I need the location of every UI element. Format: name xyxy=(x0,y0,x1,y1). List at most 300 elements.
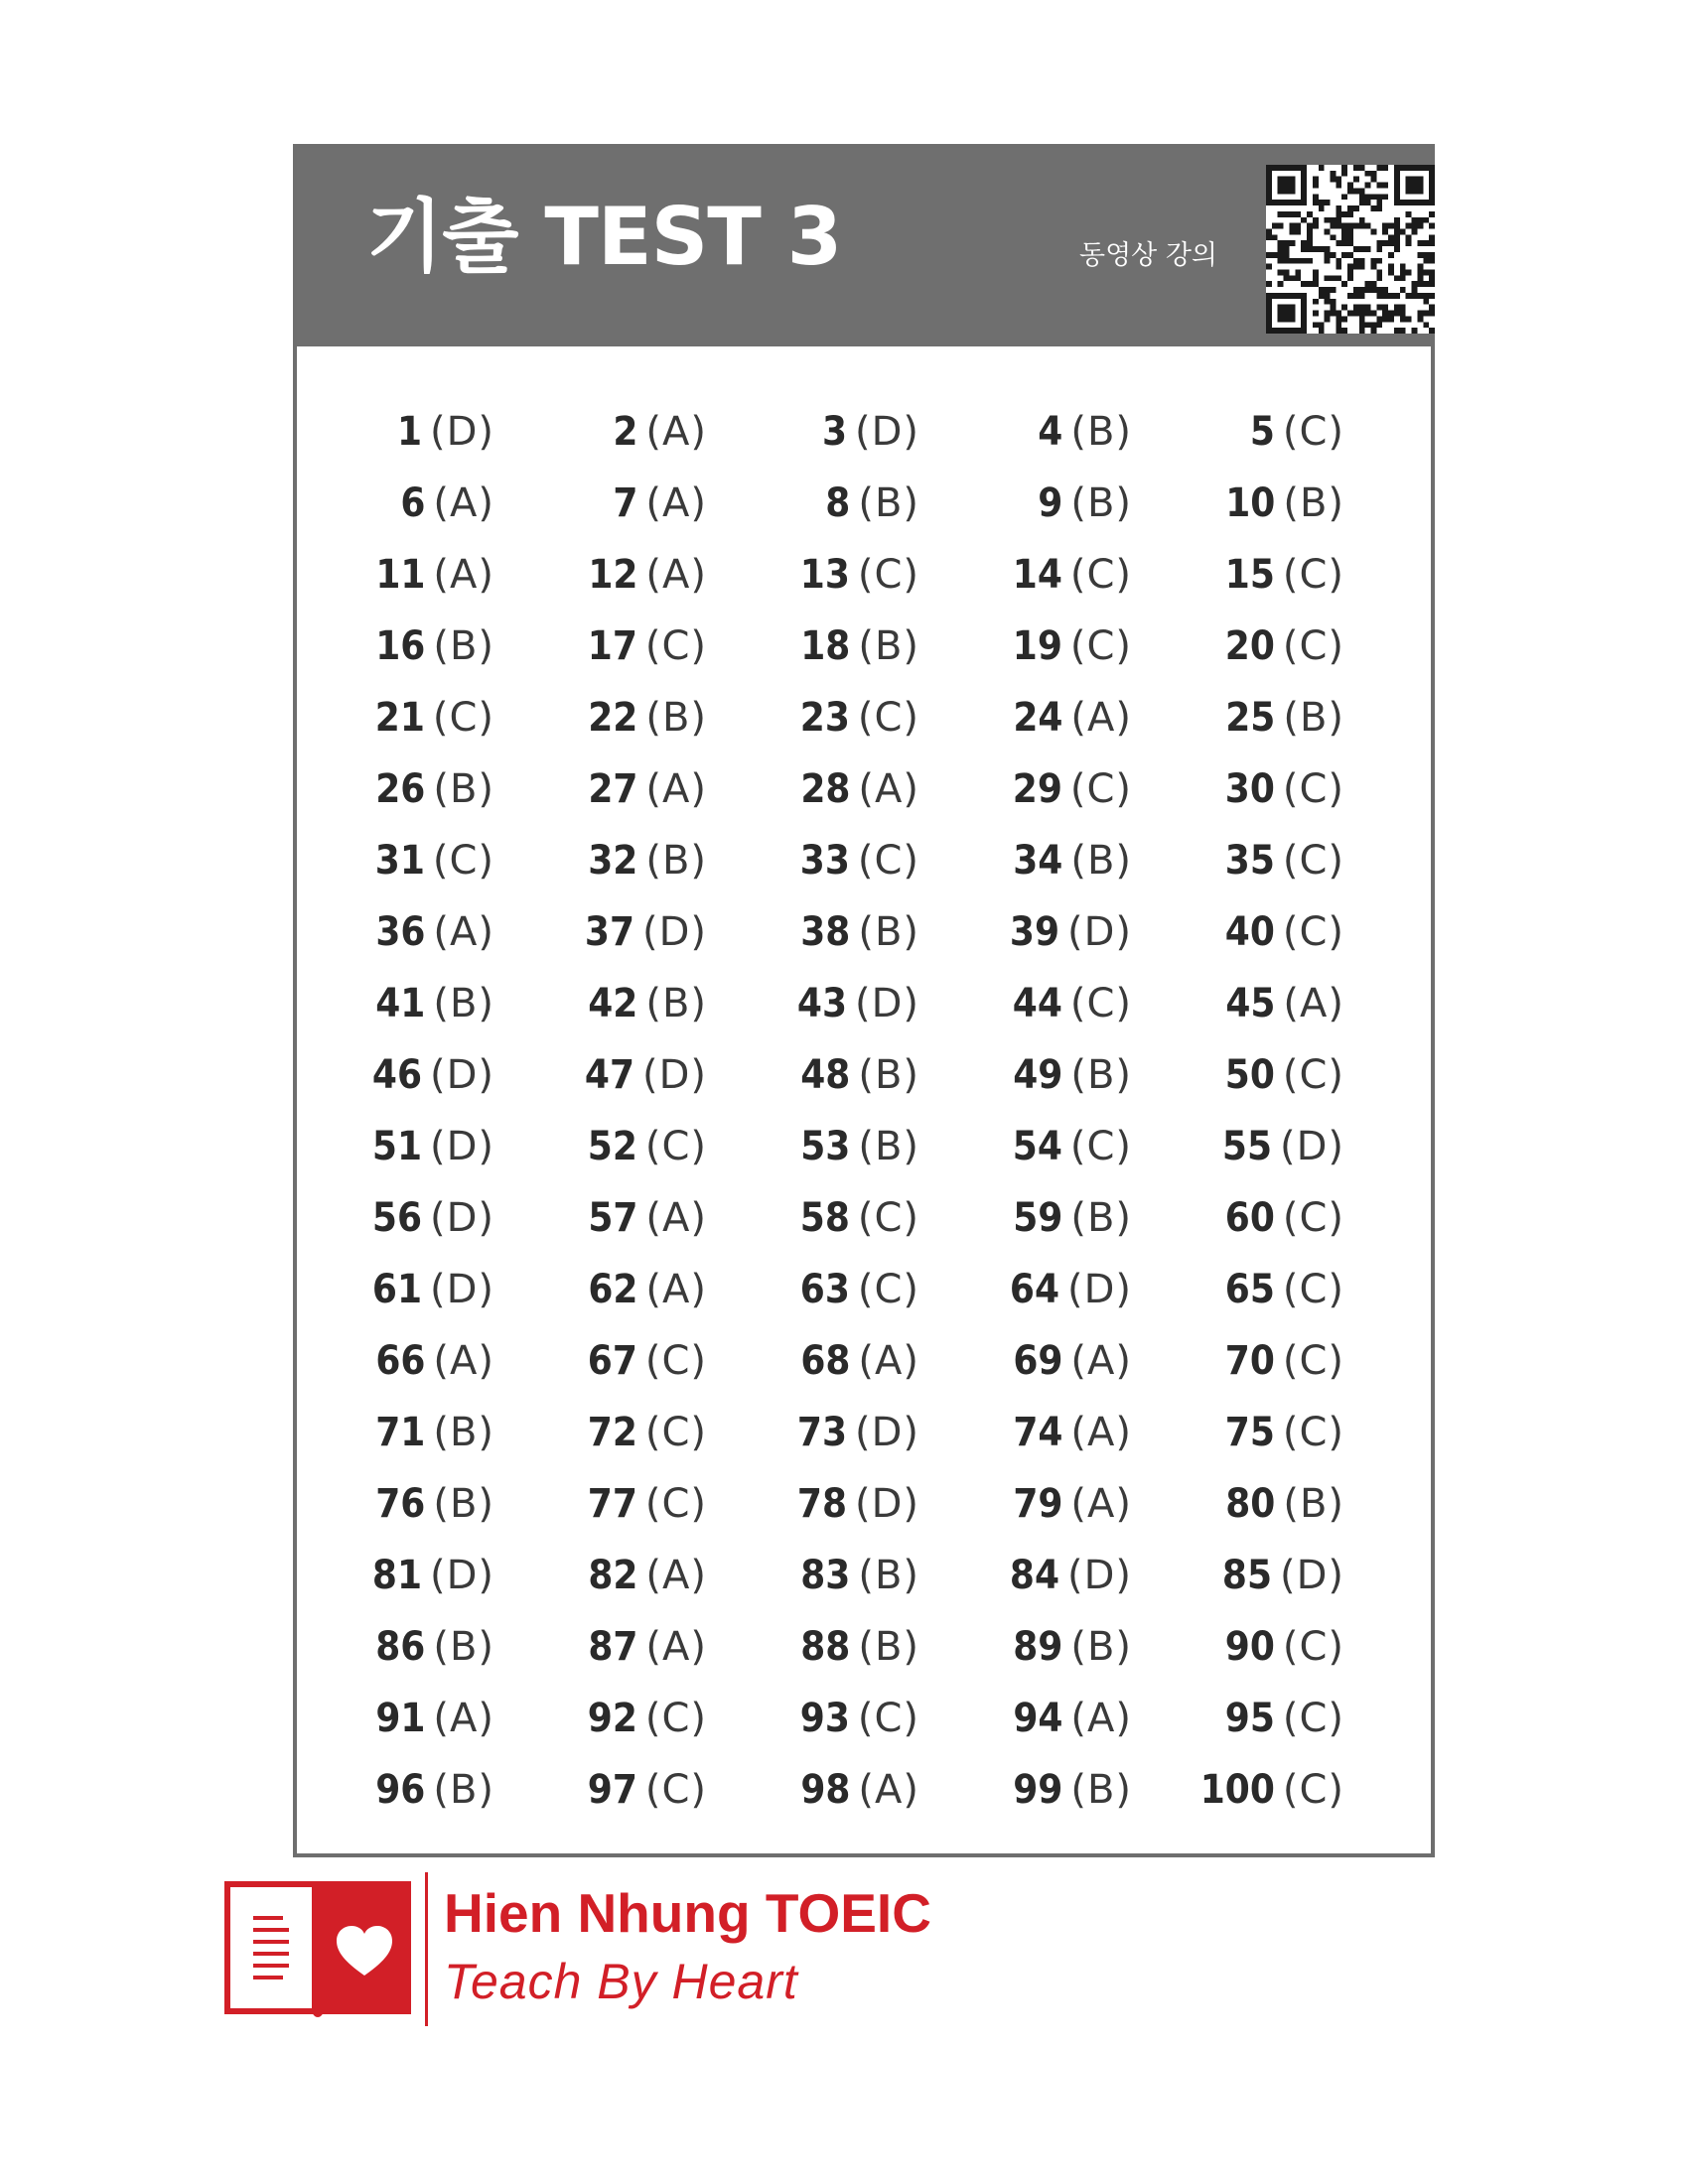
question-number: 25 xyxy=(1225,695,1276,741)
question-number: 39 xyxy=(1009,909,1059,955)
answer-item xyxy=(1187,1039,1399,1111)
answer-item xyxy=(337,539,549,611)
answer-item xyxy=(762,539,974,611)
question-number: 50 xyxy=(1224,1052,1275,1098)
answer-item xyxy=(1187,539,1399,611)
question-number: 94 xyxy=(1013,1696,1063,1741)
answer-choice: (A) xyxy=(645,1195,707,1241)
answer-item xyxy=(974,396,1187,468)
answer-item xyxy=(974,1182,1187,1254)
answer-choice: (C) xyxy=(1282,909,1344,955)
answer-item xyxy=(1187,1182,1399,1254)
answer-choice: (C) xyxy=(857,1696,919,1741)
answer-choice: (C) xyxy=(1282,1696,1344,1741)
question-number: 22 xyxy=(588,695,638,741)
answer-choice: (B) xyxy=(858,909,919,955)
answer-choice: (B) xyxy=(858,623,919,669)
question-number: 90 xyxy=(1224,1624,1275,1670)
answer-item xyxy=(762,1754,974,1826)
answer-choice: (C) xyxy=(857,552,919,598)
question-number: 53 xyxy=(800,1124,851,1169)
question-number: 35 xyxy=(1224,838,1275,884)
answer-item xyxy=(337,1468,549,1540)
answer-item xyxy=(974,1683,1187,1754)
answer-choice: (A) xyxy=(858,766,919,812)
answer-choice: (A) xyxy=(1070,1696,1132,1741)
answer-item xyxy=(974,1540,1187,1611)
answer-choice: (D) xyxy=(429,1195,494,1241)
answer-choice: (C) xyxy=(644,623,707,669)
answer-item xyxy=(974,968,1187,1039)
answer-item xyxy=(762,611,974,682)
answer-choice: (D) xyxy=(429,1124,494,1169)
answer-item xyxy=(337,753,549,825)
answer-item xyxy=(1187,896,1399,968)
answer-item xyxy=(1187,1611,1399,1683)
question-number: 97 xyxy=(587,1767,637,1813)
answer-choice: (B) xyxy=(645,838,707,884)
answer-choice: (B) xyxy=(1070,480,1132,526)
question-number: 47 xyxy=(584,1052,634,1098)
answer-choice: (B) xyxy=(433,1624,494,1670)
question-number: 51 xyxy=(371,1124,422,1169)
answer-choice: (C) xyxy=(644,1338,707,1384)
page-title: 기출 TEST 3 xyxy=(366,191,842,283)
question-number: 71 xyxy=(375,1410,426,1455)
question-number: 100 xyxy=(1199,1767,1275,1813)
question-number: 93 xyxy=(799,1696,850,1741)
answer-item xyxy=(337,1039,549,1111)
answer-choice: (C) xyxy=(1069,766,1132,812)
question-number: 54 xyxy=(1012,1124,1062,1169)
answer-item xyxy=(1187,396,1399,468)
answer-item xyxy=(762,968,974,1039)
answer-item xyxy=(549,1540,762,1611)
answer-choice: (C) xyxy=(644,1124,707,1169)
answer-choice: (C) xyxy=(432,838,494,884)
answer-choice: (B) xyxy=(645,981,707,1026)
answer-item xyxy=(762,1611,974,1683)
answer-choice: (D) xyxy=(641,1052,707,1098)
answer-item xyxy=(337,1611,549,1683)
answer-item xyxy=(974,539,1187,611)
question-number: 55 xyxy=(1221,1124,1272,1169)
answer-choice: (A) xyxy=(433,552,494,598)
answer-item xyxy=(1187,1468,1399,1540)
question-number: 42 xyxy=(588,981,638,1026)
answer-item xyxy=(974,1111,1187,1182)
answer-item xyxy=(1187,1111,1399,1182)
answer-choice: (B) xyxy=(433,1481,494,1527)
question-number: 60 xyxy=(1224,1195,1275,1241)
answer-choice: (A) xyxy=(858,1338,919,1384)
answer-item xyxy=(337,1540,549,1611)
question-number: 74 xyxy=(1013,1410,1063,1455)
answer-choice: (A) xyxy=(645,1624,707,1670)
answer-item xyxy=(1187,682,1399,753)
question-number: 12 xyxy=(588,552,638,598)
answer-choice: (A) xyxy=(433,1338,494,1384)
answer-choice: (D) xyxy=(854,1481,919,1527)
answer-choice: (B) xyxy=(1070,409,1132,455)
question-number: 85 xyxy=(1221,1553,1272,1598)
answer-choice: (C) xyxy=(644,1696,707,1741)
answer-choice: (B) xyxy=(433,1410,494,1455)
question-number: 31 xyxy=(374,838,425,884)
question-number: 13 xyxy=(799,552,850,598)
brand-tagline: Teach By Heart xyxy=(444,1954,798,2009)
answer-item xyxy=(1187,1540,1399,1611)
answer-item xyxy=(549,1397,762,1468)
answer-choice: (A) xyxy=(645,1553,707,1598)
answer-choice: (B) xyxy=(433,981,494,1026)
question-number: 19 xyxy=(1012,623,1062,669)
answer-item xyxy=(974,1468,1187,1540)
question-number: 72 xyxy=(587,1410,637,1455)
question-number: 29 xyxy=(1012,766,1062,812)
answer-item xyxy=(549,1039,762,1111)
question-number: 6 xyxy=(400,480,426,526)
question-number: 40 xyxy=(1224,909,1275,955)
answer-choice: (C) xyxy=(1069,1124,1132,1169)
answer-choice: (B) xyxy=(1070,1195,1132,1241)
question-number: 18 xyxy=(800,623,851,669)
question-number: 65 xyxy=(1224,1267,1275,1312)
answer-choice: (C) xyxy=(1069,552,1132,598)
answer-item xyxy=(762,896,974,968)
answer-item xyxy=(549,611,762,682)
question-number: 82 xyxy=(588,1553,638,1598)
answer-choice: (D) xyxy=(1066,909,1132,955)
answer-choice: (B) xyxy=(1283,1481,1344,1527)
question-number: 48 xyxy=(800,1052,851,1098)
answer-item xyxy=(337,968,549,1039)
answer-choice: (D) xyxy=(429,1267,494,1312)
question-number: 14 xyxy=(1012,552,1062,598)
question-number: 15 xyxy=(1224,552,1275,598)
question-number: 87 xyxy=(588,1624,638,1670)
question-number: 20 xyxy=(1224,623,1275,669)
answer-item xyxy=(549,539,762,611)
question-number: 63 xyxy=(799,1267,850,1312)
answer-item xyxy=(974,1611,1187,1683)
answer-choice: (A) xyxy=(645,552,707,598)
question-number: 41 xyxy=(375,981,426,1026)
answer-item xyxy=(1187,1254,1399,1325)
answer-choice: (A) xyxy=(645,1267,707,1312)
question-number: 88 xyxy=(800,1624,851,1670)
question-number: 34 xyxy=(1013,838,1063,884)
answer-choice: (B) xyxy=(858,1124,919,1169)
answer-choice: (A) xyxy=(1070,695,1132,741)
answer-choice: (A) xyxy=(433,1696,494,1741)
answer-choice: (D) xyxy=(429,1052,494,1098)
answer-item xyxy=(974,1397,1187,1468)
answer-item xyxy=(549,1683,762,1754)
question-number: 83 xyxy=(800,1553,851,1598)
question-number: 10 xyxy=(1225,480,1276,526)
answer-item xyxy=(762,1468,974,1540)
answer-item xyxy=(337,682,549,753)
question-number: 96 xyxy=(375,1767,426,1813)
answer-choice: (D) xyxy=(1279,1553,1344,1598)
question-number: 70 xyxy=(1224,1338,1275,1384)
answer-item xyxy=(1187,968,1399,1039)
answer-choice: (D) xyxy=(429,409,494,455)
answer-choice: (A) xyxy=(645,766,707,812)
answer-item xyxy=(974,468,1187,539)
question-number: 2 xyxy=(613,409,638,455)
answer-grid xyxy=(337,396,1399,1826)
answer-item xyxy=(337,468,549,539)
answer-choice: (C) xyxy=(1282,1338,1344,1384)
answer-choice: (B) xyxy=(645,695,707,741)
question-number: 8 xyxy=(825,480,851,526)
answer-choice: (D) xyxy=(429,1553,494,1598)
answer-item xyxy=(549,396,762,468)
question-number: 56 xyxy=(371,1195,422,1241)
answer-choice: (C) xyxy=(1282,766,1344,812)
answer-choice: (B) xyxy=(858,480,919,526)
answer-item xyxy=(1187,1397,1399,1468)
answer-item xyxy=(1187,1683,1399,1754)
answer-item xyxy=(762,468,974,539)
answer-choice: (C) xyxy=(1282,1052,1344,1098)
question-number: 95 xyxy=(1224,1696,1275,1741)
qr-code-icon[interactable] xyxy=(1266,165,1435,334)
answer-item xyxy=(974,682,1187,753)
question-number: 69 xyxy=(1013,1338,1063,1384)
question-number: 86 xyxy=(375,1624,426,1670)
question-number: 68 xyxy=(800,1338,851,1384)
answer-choice: (C) xyxy=(1069,981,1132,1026)
question-number: 81 xyxy=(371,1553,422,1598)
question-number: 30 xyxy=(1224,766,1275,812)
question-number: 46 xyxy=(371,1052,422,1098)
answer-item xyxy=(762,1325,974,1397)
answer-item xyxy=(974,1754,1187,1826)
question-number: 17 xyxy=(587,623,637,669)
question-number: 76 xyxy=(375,1481,426,1527)
answer-item xyxy=(762,1111,974,1182)
question-number: 59 xyxy=(1013,1195,1063,1241)
video-lecture-label: 동영상 강의 xyxy=(1079,240,1217,271)
answer-item xyxy=(549,896,762,968)
answer-item xyxy=(337,1111,549,1182)
answer-choice: (C) xyxy=(1282,838,1344,884)
brand-name: Hien Nhung TOEIC xyxy=(444,1882,931,1944)
answer-choice: (B) xyxy=(1070,1052,1132,1098)
answer-choice: (B) xyxy=(433,1767,494,1813)
answer-item xyxy=(337,825,549,896)
answer-item xyxy=(549,468,762,539)
answer-choice: (D) xyxy=(1279,1124,1344,1169)
answer-choice: (A) xyxy=(645,409,707,455)
answer-item xyxy=(337,1325,549,1397)
question-number: 43 xyxy=(796,981,847,1026)
answer-choice: (A) xyxy=(1070,1338,1132,1384)
question-number: 1 xyxy=(396,409,422,455)
question-number: 73 xyxy=(796,1410,847,1455)
answer-item xyxy=(337,1254,549,1325)
question-number: 52 xyxy=(587,1124,637,1169)
question-number: 99 xyxy=(1013,1767,1063,1813)
answer-choice: (C) xyxy=(857,838,919,884)
answer-item xyxy=(549,1182,762,1254)
answer-choice: (C) xyxy=(1282,552,1344,598)
answer-item xyxy=(549,682,762,753)
answer-key-card xyxy=(293,144,1435,1857)
answer-choice: (D) xyxy=(641,909,707,955)
answer-item xyxy=(974,611,1187,682)
answer-choice: (D) xyxy=(854,409,919,455)
logo-divider xyxy=(425,1872,428,2026)
answer-choice: (A) xyxy=(645,480,707,526)
open-book-heart-icon xyxy=(223,1878,412,2017)
answer-choice: (C) xyxy=(1282,1195,1344,1241)
answer-item xyxy=(337,1683,549,1754)
question-number: 33 xyxy=(799,838,850,884)
question-number: 23 xyxy=(799,695,850,741)
question-number: 64 xyxy=(1009,1267,1059,1312)
answer-choice: (D) xyxy=(854,981,919,1026)
answer-choice: (B) xyxy=(858,1052,919,1098)
answer-item xyxy=(762,396,974,468)
question-number: 5 xyxy=(1249,409,1275,455)
answer-choice: (C) xyxy=(857,695,919,741)
question-number: 92 xyxy=(587,1696,637,1741)
question-number: 4 xyxy=(1038,409,1063,455)
answer-choice: (D) xyxy=(1066,1553,1132,1598)
answer-item xyxy=(1187,753,1399,825)
answer-choice: (C) xyxy=(1282,1767,1344,1813)
answer-item xyxy=(337,1397,549,1468)
answer-item xyxy=(549,1254,762,1325)
answer-choice: (D) xyxy=(854,1410,919,1455)
answer-item xyxy=(762,682,974,753)
answer-item xyxy=(337,1754,549,1826)
question-number: 78 xyxy=(796,1481,847,1527)
answer-item xyxy=(549,753,762,825)
answer-item xyxy=(549,1611,762,1683)
answer-item xyxy=(974,1254,1187,1325)
question-number: 24 xyxy=(1013,695,1063,741)
answer-item xyxy=(549,1468,762,1540)
card-header xyxy=(297,148,1431,346)
question-number: 28 xyxy=(800,766,851,812)
answer-item xyxy=(762,1540,974,1611)
answer-choice: (C) xyxy=(1282,409,1344,455)
answer-item xyxy=(549,1111,762,1182)
answer-item xyxy=(762,825,974,896)
answer-item xyxy=(549,1754,762,1826)
question-number: 45 xyxy=(1225,981,1276,1026)
answer-choice: (B) xyxy=(433,766,494,812)
answer-item xyxy=(974,896,1187,968)
answer-item xyxy=(549,968,762,1039)
answer-choice: (C) xyxy=(1282,1410,1344,1455)
question-number: 61 xyxy=(371,1267,422,1312)
answer-choice: (C) xyxy=(1282,1267,1344,1312)
answer-choice: (D) xyxy=(1066,1267,1132,1312)
answer-item xyxy=(1187,1325,1399,1397)
question-number: 26 xyxy=(375,766,426,812)
question-number: 57 xyxy=(588,1195,638,1241)
answer-choice: (B) xyxy=(858,1553,919,1598)
question-number: 67 xyxy=(587,1338,637,1384)
answer-choice: (B) xyxy=(1070,838,1132,884)
answer-item xyxy=(762,1039,974,1111)
question-number: 89 xyxy=(1013,1624,1063,1670)
question-number: 21 xyxy=(374,695,425,741)
question-number: 27 xyxy=(588,766,638,812)
answer-item xyxy=(974,1325,1187,1397)
answer-choice: (C) xyxy=(1069,623,1132,669)
question-number: 44 xyxy=(1012,981,1062,1026)
question-number: 77 xyxy=(587,1481,637,1527)
answer-item xyxy=(337,1182,549,1254)
brand-logo xyxy=(223,1872,1018,2026)
answer-choice: (A) xyxy=(1070,1481,1132,1527)
question-number: 75 xyxy=(1224,1410,1275,1455)
answer-choice: (B) xyxy=(1283,480,1344,526)
answer-item xyxy=(762,1683,974,1754)
answer-item xyxy=(1187,468,1399,539)
answer-item xyxy=(337,896,549,968)
question-number: 49 xyxy=(1013,1052,1063,1098)
answer-item xyxy=(1187,1754,1399,1826)
answer-choice: (A) xyxy=(433,909,494,955)
answer-item xyxy=(974,753,1187,825)
question-number: 36 xyxy=(375,909,426,955)
question-number: 3 xyxy=(821,409,847,455)
question-number: 16 xyxy=(375,623,426,669)
answer-item xyxy=(974,1039,1187,1111)
answer-choice: (C) xyxy=(644,1481,707,1527)
answer-choice: (C) xyxy=(857,1195,919,1241)
answer-choice: (C) xyxy=(432,695,494,741)
answer-choice: (A) xyxy=(433,480,494,526)
answer-item xyxy=(549,1325,762,1397)
answer-choice: (C) xyxy=(1282,623,1344,669)
question-number: 62 xyxy=(588,1267,638,1312)
answer-choice: (B) xyxy=(1070,1767,1132,1813)
answer-item xyxy=(762,1397,974,1468)
answer-item xyxy=(974,825,1187,896)
question-number: 11 xyxy=(375,552,426,598)
answer-choice: (B) xyxy=(1070,1624,1132,1670)
question-number: 38 xyxy=(800,909,851,955)
question-number: 98 xyxy=(800,1767,851,1813)
answer-item xyxy=(762,1254,974,1325)
question-number: 84 xyxy=(1009,1553,1059,1598)
answer-choice: (B) xyxy=(858,1624,919,1670)
answer-choice: (A) xyxy=(858,1767,919,1813)
answer-item xyxy=(1187,825,1399,896)
question-number: 58 xyxy=(799,1195,850,1241)
answer-item xyxy=(337,396,549,468)
question-number: 37 xyxy=(584,909,634,955)
answer-choice: (B) xyxy=(1283,695,1344,741)
answer-choice: (B) xyxy=(433,623,494,669)
answer-item xyxy=(762,753,974,825)
question-number: 80 xyxy=(1225,1481,1276,1527)
answer-choice: (A) xyxy=(1283,981,1344,1026)
answer-choice: (C) xyxy=(644,1767,707,1813)
question-number: 32 xyxy=(588,838,638,884)
answer-item xyxy=(337,611,549,682)
answer-item xyxy=(762,1182,974,1254)
